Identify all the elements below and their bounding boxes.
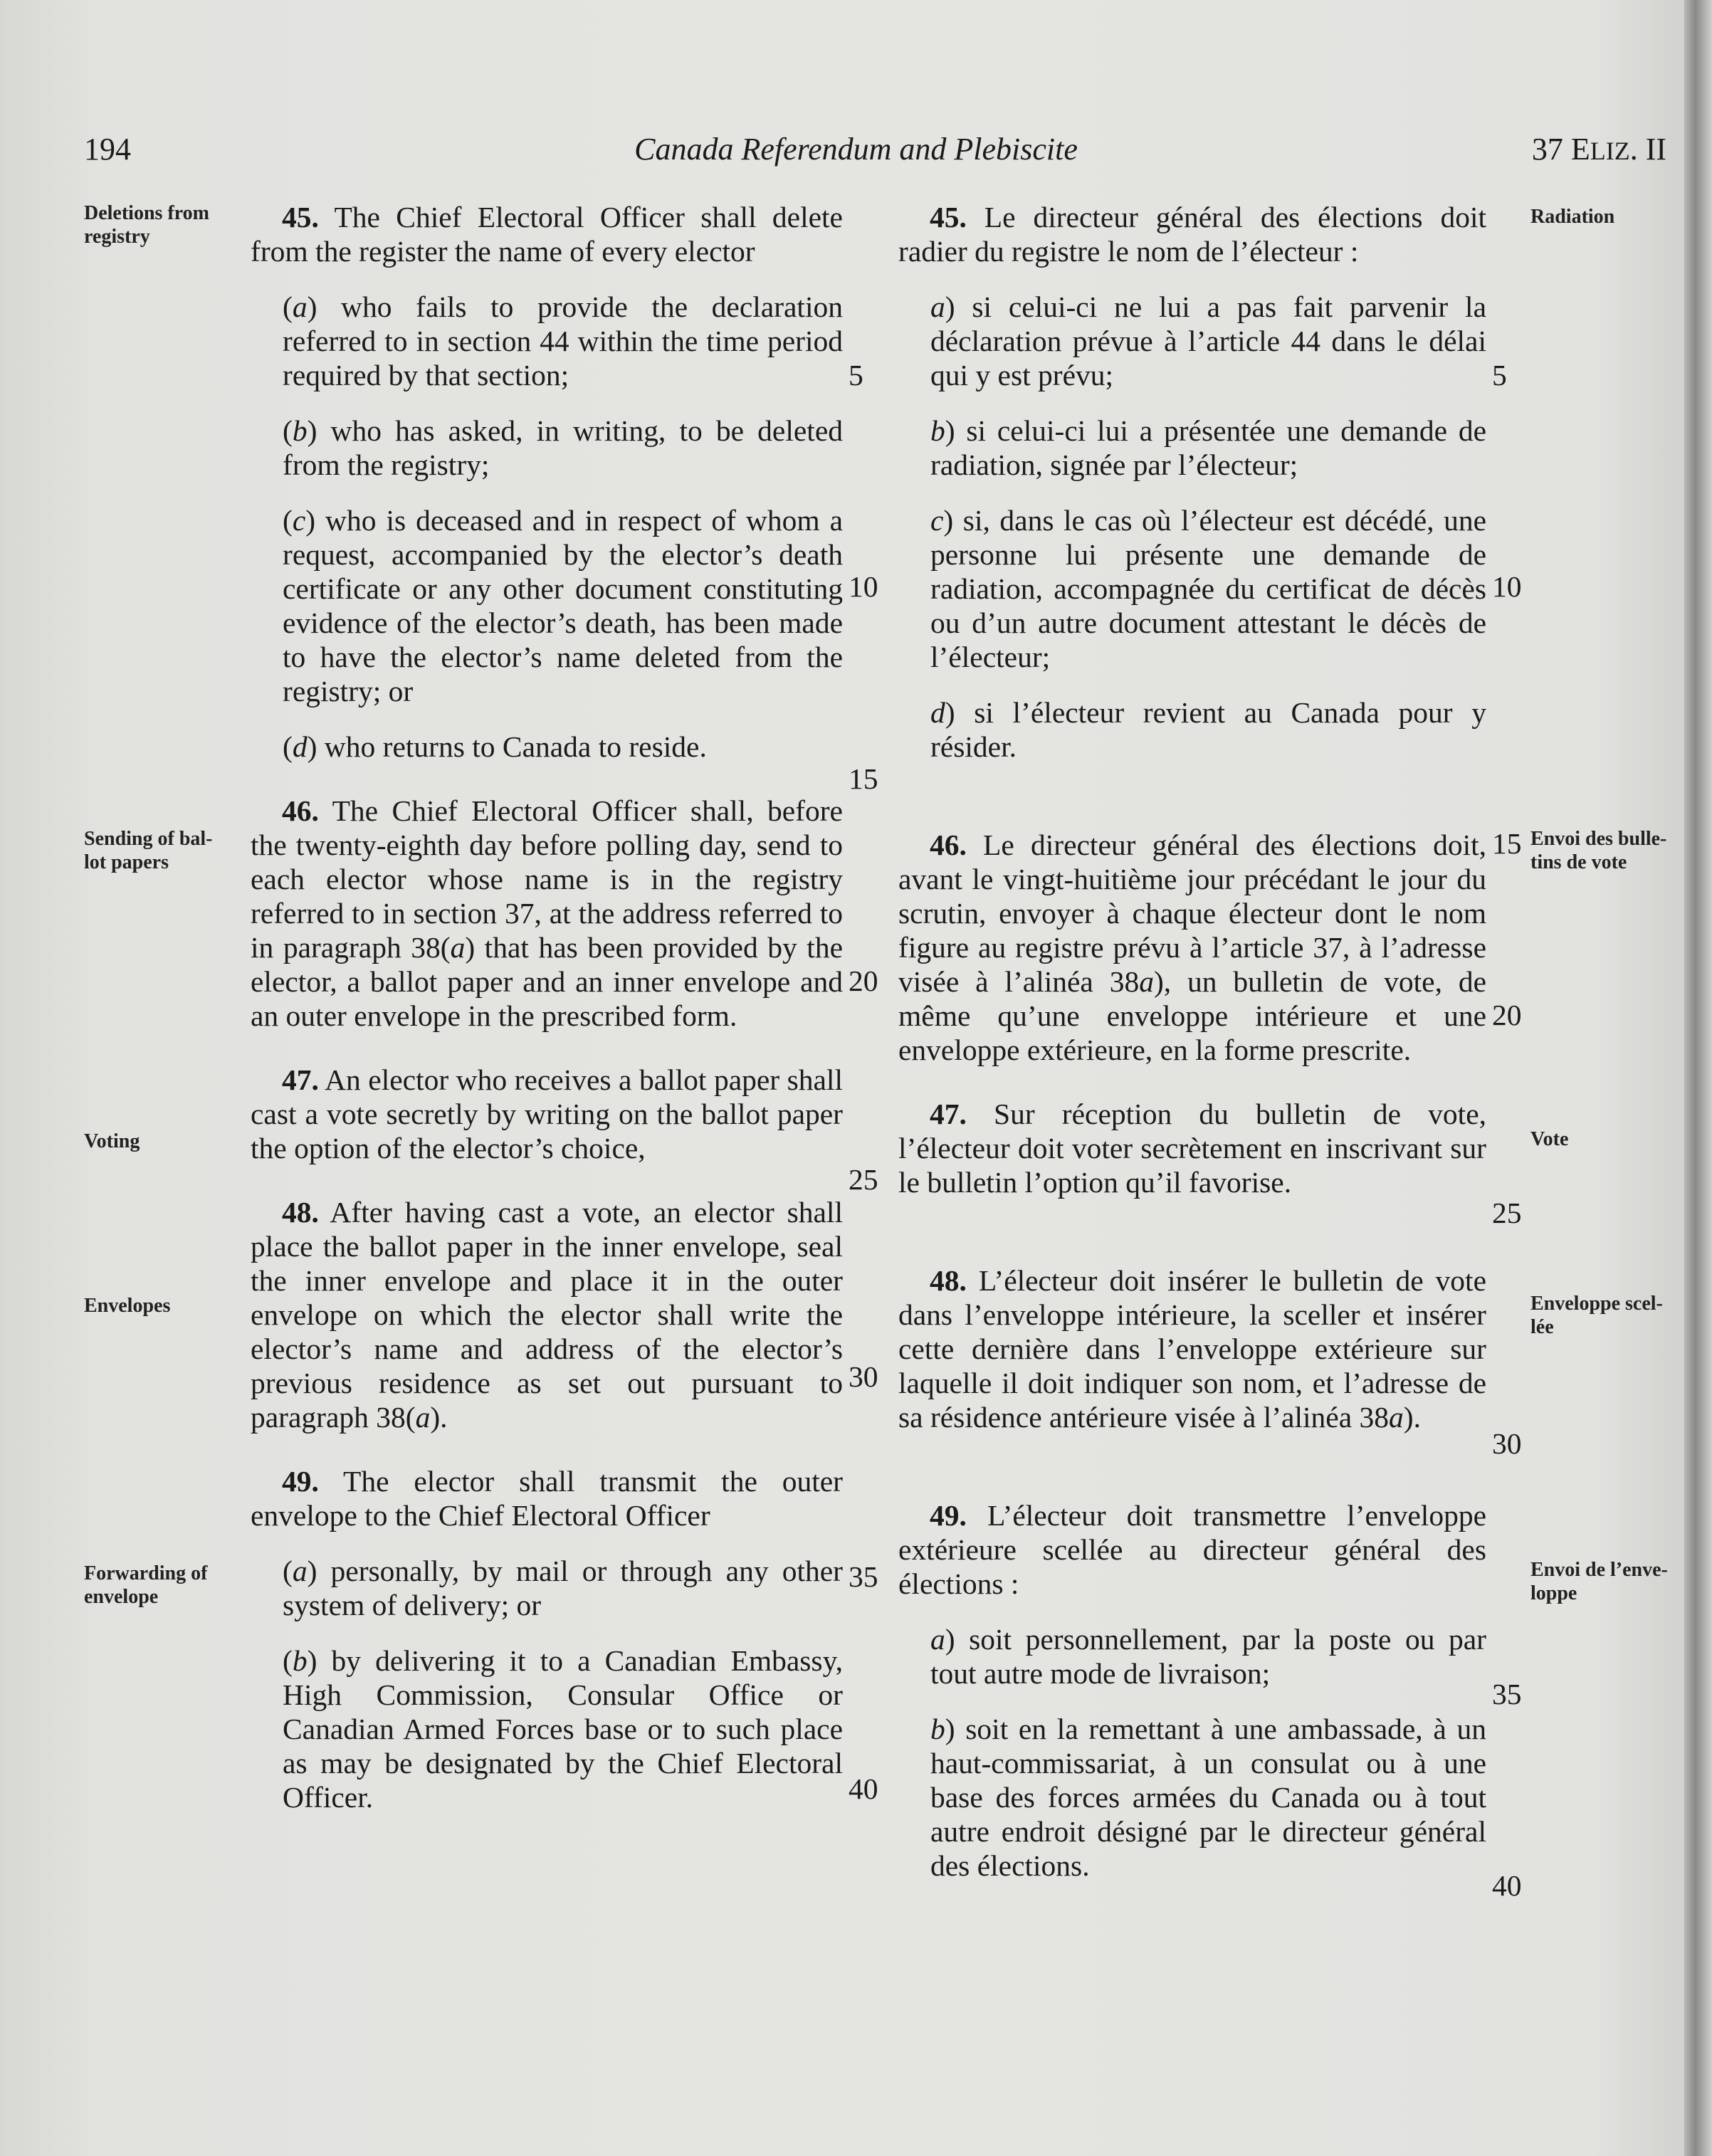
fr-line-number-35: 35 — [1492, 1678, 1522, 1710]
english-column — [251, 200, 843, 1814]
en-45-item-b: (b) who has asked, in writing, to be deleted from the registry; — [283, 414, 843, 481]
fr-line-number-25: 25 — [1492, 1197, 1522, 1229]
en-47-text: An elector who receives a ballot paper shall cast a vote secretly by writing on the ballot paper the option of the elector’s choice, — [251, 1063, 843, 1164]
fr-section-49-number: 49. — [930, 1499, 967, 1532]
fr-section-46 — [898, 828, 1486, 1067]
regnal-year-suffix: . II — [1629, 132, 1666, 167]
en-section-49 — [251, 1464, 843, 1532]
en-45-item-d: (d) who returns to Canada to reside. — [283, 730, 707, 763]
fr-46-ref: a — [1139, 965, 1154, 998]
fr-section-48-number: 48. — [930, 1264, 967, 1297]
en-49-b-label: b — [292, 1644, 308, 1677]
en-45-a-label: a — [292, 290, 308, 323]
en-46-text-1: The Chief Electoral Officer shall, before the twenty-eighth day before polling day, send to each elector whose name is in the registry referred to in section 37, at the address referred to in paragraph 38( — [251, 794, 843, 964]
fr-48-ref: a — [1389, 1401, 1404, 1434]
en-49-a-label: a — [292, 1555, 308, 1587]
fr-46-text-1: Le directeur général des élections doit, avant le vingt-huitième jour précédant le jour du scrutin, envoyer à chaque électeur dont le nom figure au registre prévu à l’article 37, à l’adresse visée à l’alinéa 38 — [898, 829, 1486, 998]
en-45-d-text: who returns to Canada to reside. — [324, 730, 707, 763]
regnal-year — [1532, 130, 1666, 170]
en-section-45-intro: The Chief Electoral Officer shall delete from the register the name of every elector — [251, 201, 843, 268]
en-line-number-5: 5 — [849, 359, 863, 391]
fr-45-d-text: si l’électeur revient au Canada pour y résider. — [930, 696, 1486, 763]
page-spine-shadow — [1684, 0, 1712, 2156]
margin-note-fr-48: Enveloppe scel-lée — [1530, 1293, 1663, 1338]
fr-line-number-40: 40 — [1492, 1869, 1522, 1902]
fr-49-intro: L’électeur doit transmettre l’enveloppe extérieure scellée au directeur général des élections : — [898, 1499, 1487, 1600]
fr-section-46-number: 46. — [930, 829, 967, 861]
en-49-item-b: (b) by delivering it to a Canadian Embassy, High Commission, Consular Office or Canadian Armed Forces base or to such place as may be designated by the Chief Electoral Officer. — [283, 1644, 843, 1814]
fr-line-number-30: 30 — [1492, 1427, 1522, 1460]
en-section-45-number: 45. — [282, 201, 319, 233]
en-49-intro: The elector shall transmit the outer envelope to the Chief Electoral Officer — [251, 1465, 843, 1532]
fr-48-text-1: L’électeur doit insérer le bulletin de vote dans l’enveloppe intérieure, la sceller et insérer cette dernière dans l’enveloppe extérieure sur laquelle il doit indiquer son nom, et l’adresse de sa résidence antérieure visée à l’alinéa 38 — [898, 1264, 1487, 1434]
margin-note-fr-46: Envoi des bulle-tins de vote — [1530, 828, 1667, 873]
en-49-a-text: personally, by mail or through any other system of delivery; or — [283, 1555, 843, 1621]
margin-note-en-46: Sending of bal-lot papers — [84, 828, 213, 873]
en-section-47 — [251, 1063, 843, 1165]
fr-section-49 — [898, 1498, 1486, 1601]
fr-section-48 — [898, 1263, 1486, 1434]
margin-note-fr-49: Envoi de l’enve-loppe — [1530, 1559, 1668, 1604]
en-line-number-40: 40 — [849, 1772, 878, 1805]
fr-section-47 — [898, 1097, 1486, 1199]
en-section-47-number: 47. — [282, 1063, 319, 1096]
en-line-number-30: 30 — [849, 1360, 878, 1393]
en-section-46 — [251, 794, 843, 1033]
fr-section-45-number: 45. — [930, 201, 967, 233]
running-title: Canada Referendum and Plebiscite — [634, 132, 1078, 167]
en-section-48 — [251, 1195, 843, 1434]
en-section-45 — [251, 200, 843, 268]
en-line-number-10: 10 — [849, 570, 878, 603]
fr-45-c-text: si, dans le cas où l’électeur est décédé, une personne lui présente une demande de radiation, accompagnée du certificat de décès ou d’un autre document attestant le décès de l’électeur; — [930, 504, 1486, 673]
fr-45-item-c: c) si, dans le cas où l’électeur est décédé, une personne lui présente une demande de radiation, accompagnée du certificat de décès ou d’un autre document attestant le décès de l’électeur; — [930, 504, 1486, 673]
en-49-b-text: by delivering it to a Canadian Embassy, High Commission, Consular Office or Canadian Armed Forces base or to such place as may be designated by the Chief Electoral Officer. — [283, 1644, 843, 1814]
fr-47-text: Sur réception du bulletin de vote, l’électeur doit voter secrètement en inscrivant sur le bulletin l’option qu’il favorise. — [898, 1098, 1487, 1199]
fr-45-c-label: c — [930, 504, 944, 537]
fr-section-47-number: 47. — [930, 1098, 967, 1130]
en-45-a-text: who fails to provide the declaration referred to in section 44 within the time period required by that section; — [283, 290, 843, 391]
fr-45-intro: Le directeur général des élections doit radier du registre le nom de l’électeur : — [898, 201, 1487, 268]
fr-45-item-d: d) si l’électeur revient au Canada pour y résider. — [930, 696, 1486, 763]
en-line-number-15: 15 — [849, 762, 878, 795]
page-number: 194 — [84, 132, 131, 167]
fr-line-number-5: 5 — [1492, 359, 1507, 391]
fr-45-a-label: a — [930, 290, 945, 323]
fr-45-item-a: a) si celui-ci ne lui a pas fait parvenir la déclaration prévue à l’article 44 dans le délai qui y est prévu; — [930, 290, 1486, 391]
fr-49-item-a: a) soit personnellement, par la poste ou par tout autre mode de livraison; — [930, 1623, 1486, 1690]
fr-48-text-2: ). — [1403, 1401, 1421, 1434]
fr-section-45 — [898, 200, 1486, 268]
en-section-48-number: 48. — [282, 1196, 319, 1229]
fr-46-text-2: ), un bulletin de vote, de même qu’une enveloppe intérieure et une enveloppe extérieure, en la forme prescrite. — [898, 965, 1486, 1066]
fr-45-item-b: b) si celui-ci lui a présentée une demande de radiation, signée par l’électeur; — [930, 414, 1486, 481]
margin-note-en-45: Deletions from registry — [84, 202, 209, 248]
fr-45-d-label: d — [930, 696, 945, 729]
en-45-item-c: (c) who is deceased and in respect of whom a request, accompanied by the elector’s death certificate or any other document constituting evidence of the elector’s death, has been made to have the elector’s name deleted from the registry; or — [283, 504, 843, 708]
en-45-b-text: who has asked, in writing, to be deleted from the registry; — [283, 414, 843, 481]
fr-45-b-label: b — [930, 414, 945, 447]
en-section-49-number: 49. — [282, 1465, 319, 1498]
en-45-b-label: b — [292, 414, 308, 447]
fr-line-number-20: 20 — [1492, 999, 1522, 1031]
en-line-number-20: 20 — [849, 964, 878, 997]
fr-49-b-text: soit en la remettant à une ambassade, à un haut-commissariat, à un consulat ou à une base des forces armées du Canada ou à tout autre endroit désigné par le directeur général des élections. — [930, 1713, 1486, 1882]
en-49-item-a: (a) personally, by mail or through any other system of delivery; or — [283, 1555, 843, 1621]
fr-49-a-label: a — [930, 1623, 945, 1656]
en-45-d-label: d — [292, 730, 308, 763]
margin-note-en-49: Forwarding of envelope — [84, 1562, 208, 1608]
fr-49-item-b: b) soit en la remettant à une ambassade, à un haut-commissariat, à un consulat ou à une base des forces armées du Canada ou à tout autre endroit désigné par le directeur général des élections. — [930, 1713, 1486, 1882]
fr-49-b-label: b — [930, 1713, 945, 1745]
en-line-number-35: 35 — [849, 1560, 878, 1593]
en-48-text-1: After having cast a vote, an elector shall place the ballot paper in the inner envelope, seal the inner envelope and place it in the outer envelope on which the elector shall write the elector’s name and address of the elector’s previous residence as set out pursuant to paragraph 38( — [251, 1196, 843, 1434]
regnal-year-smallcaps: LIZ — [1590, 137, 1630, 165]
french-column — [898, 200, 1486, 1883]
fr-45-a-text: si celui-ci ne lui a pas fait parvenir la déclaration prévue à l’article 44 dans le délai qui y est prévu; — [930, 290, 1486, 391]
fr-line-number-10: 10 — [1492, 570, 1522, 603]
fr-49-a-text: soit personnellement, par la poste ou par tout autre mode de livraison; — [930, 1623, 1486, 1690]
en-section-46-number: 46. — [282, 794, 319, 827]
fr-45-b-text: si celui-ci lui a présentée une demande de radiation, signée par l’électeur; — [930, 414, 1486, 481]
margin-note-fr-45: Radiation — [1530, 206, 1615, 228]
margin-note-en-48: Envelopes — [84, 1295, 171, 1317]
en-45-c-text: who is deceased and in respect of whom a request, accompanied by the elector’s death certificate or any other document constituting evidence of the elector’s death, has been made to have the elector’s name deleted from the registry; or — [283, 504, 843, 708]
en-46-ref: a — [450, 931, 466, 964]
en-45-item-a: (a) who fails to provide the declaration referred to in section 44 within the time period required by that section; — [283, 290, 843, 391]
fr-line-number-15: 15 — [1492, 827, 1522, 860]
regnal-year-prefix: 37 E — [1531, 132, 1590, 167]
en-48-ref: a — [415, 1401, 431, 1434]
margin-note-en-47: Voting — [84, 1130, 140, 1152]
en-48-text-2: ). — [430, 1401, 448, 1434]
margin-note-fr-47: Vote — [1530, 1128, 1569, 1150]
en-45-c-label: c — [292, 504, 306, 537]
en-line-number-25: 25 — [849, 1163, 878, 1196]
en-46-text-2: ) that has been provided by the elector, a ballot paper and an inner envelope and an outer envelope in the prescribed form. — [251, 931, 843, 1032]
